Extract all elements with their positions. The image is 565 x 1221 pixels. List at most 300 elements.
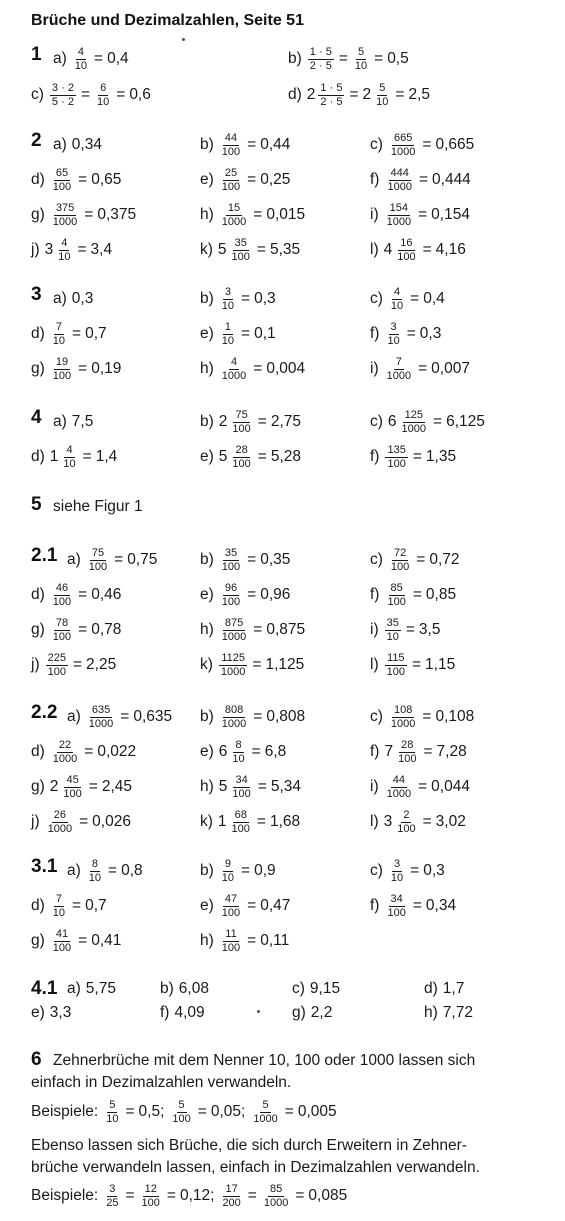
equals-sign: = <box>125 1187 135 1204</box>
equals-sign: = <box>418 206 428 223</box>
fraction <box>220 168 242 193</box>
decimal-result: 0,34 <box>425 897 457 914</box>
decimal-result: 5,34 <box>270 778 302 795</box>
fraction <box>389 287 405 312</box>
answer-item <box>424 998 473 1028</box>
numerator: 34 <box>390 892 403 905</box>
separator: ; <box>160 1103 165 1120</box>
equals-sign: = <box>256 813 266 830</box>
equals-sign: = <box>406 325 416 342</box>
fraction <box>385 894 407 919</box>
decimal-result: 0,9 <box>254 862 276 879</box>
answer-item <box>31 926 121 956</box>
decimal-result: 1,4 <box>95 448 118 465</box>
examples-row <box>31 1097 337 1127</box>
fraction <box>140 1184 162 1209</box>
numerator: 22 <box>58 738 72 751</box>
answer-item <box>31 737 136 767</box>
item-label: f) <box>370 743 380 760</box>
item-label: g) <box>31 360 45 377</box>
numerator: 1 · 5 <box>320 81 343 94</box>
answer-item <box>200 891 290 921</box>
decimal-result: 3,3 <box>49 1004 72 1021</box>
denominator: 10 <box>387 334 400 347</box>
answer-item <box>200 702 305 732</box>
fraction <box>87 548 109 573</box>
equals-sign: = <box>78 360 88 377</box>
fraction <box>230 810 252 835</box>
item-label: c) <box>370 413 383 430</box>
item-label: b) <box>200 862 214 879</box>
denominator: 10 <box>74 59 88 72</box>
decimal-result: 0,3 <box>423 862 445 879</box>
section-number: 4.1 <box>31 978 58 999</box>
decimal-result: 5,75 <box>85 980 116 997</box>
item-label: e) <box>200 171 214 188</box>
denominator: 1000 <box>386 215 412 228</box>
answer-item <box>31 615 121 645</box>
denominator: 1000 <box>390 717 416 730</box>
item-label: c) <box>370 290 383 307</box>
item-label: e) <box>200 586 214 603</box>
whole-number: 5 <box>218 778 228 795</box>
item-label: f) <box>370 325 380 342</box>
section-6-line: Ebenso lassen sich Brüche, die sich durch Erweitern in Zehner- <box>31 1137 467 1154</box>
numerator: 34 <box>235 773 248 786</box>
fraction <box>104 1100 120 1125</box>
numerator: 1125 <box>221 651 245 664</box>
numerator: 17 <box>225 1182 238 1195</box>
decimal-result: 4,16 <box>435 241 466 258</box>
denominator: 100 <box>52 630 72 643</box>
equals-sign: = <box>79 813 89 830</box>
fraction <box>230 775 252 800</box>
equals-sign: = <box>247 932 257 949</box>
decimal-result: 0,007 <box>431 360 470 377</box>
numerator: 444 <box>390 166 409 179</box>
decimal-result: 0,022 <box>97 743 137 760</box>
whole-number: 6 <box>218 743 228 760</box>
item-label: a) <box>53 136 67 153</box>
answer-item <box>200 235 300 265</box>
fraction <box>230 410 252 435</box>
numerator: 65 <box>55 166 69 179</box>
fraction <box>385 445 407 470</box>
answer-item <box>200 650 304 680</box>
decimal-result: 1,15 <box>425 656 456 673</box>
decimal-result: 5,28 <box>270 448 302 465</box>
section-6-line: brüche verwandeln lassen, einfach in Dezimalzahlen verwandeln. <box>31 1159 480 1176</box>
equals-sign: = <box>405 621 415 638</box>
item-label: b) <box>200 708 214 725</box>
decimal-result: 2,75 <box>270 413 302 430</box>
decimal-result: 0,635 <box>133 708 173 725</box>
equals-sign: = <box>257 778 267 795</box>
denominator: 10 <box>376 95 389 108</box>
fraction <box>251 1100 279 1125</box>
decimal-result: 6,08 <box>178 980 209 997</box>
answer-item <box>370 772 470 802</box>
fraction <box>385 583 407 608</box>
denominator: 10 <box>106 1112 119 1125</box>
answer-item <box>67 856 143 886</box>
equals-sign: = <box>247 551 257 568</box>
numerator: 3 · 2 <box>51 81 74 94</box>
decimal-result: 0,35 <box>260 551 291 568</box>
answer-item <box>288 44 409 74</box>
decimal-result: 0,12 <box>179 1187 211 1204</box>
section-number: 2.2 <box>31 702 58 723</box>
denominator: 10 <box>221 334 235 347</box>
equals-sign: = <box>284 1103 294 1120</box>
decimal-result: 0,46 <box>91 586 122 603</box>
decimal-result: 0,96 <box>260 586 291 603</box>
numerator: 85 <box>269 1182 283 1195</box>
numerator: 225 <box>47 651 66 664</box>
item-label: a) <box>67 862 81 879</box>
scan-speck <box>182 38 185 41</box>
answer-item <box>370 442 456 472</box>
answer-item <box>200 737 286 767</box>
item-label: l) <box>370 241 379 258</box>
denominator: 1000 <box>47 822 73 835</box>
item-label: d) <box>31 448 45 465</box>
item-label: a) <box>67 551 81 568</box>
numerator: 16 <box>400 236 413 249</box>
fraction <box>61 445 77 470</box>
answer-item <box>67 702 172 732</box>
equals-sign: = <box>108 862 118 879</box>
equals-sign: = <box>253 621 263 638</box>
numerator: 5 <box>357 45 365 58</box>
decimal-result: 0,4 <box>107 50 129 67</box>
denominator: 100 <box>221 180 241 193</box>
item-label: d) <box>424 980 438 997</box>
numerator: 135 <box>387 443 406 456</box>
section-number: 4 <box>31 407 42 428</box>
fraction <box>220 548 242 573</box>
decimal-result: 1,35 <box>425 448 457 465</box>
numerator: 28 <box>401 738 414 751</box>
item-label: b) <box>288 50 302 67</box>
decimal-result: 0,7 <box>85 325 107 342</box>
equals-sign: = <box>78 932 88 949</box>
decimal-result: 0,154 <box>431 206 470 223</box>
answer-item <box>370 165 471 195</box>
denominator: 100 <box>232 457 251 470</box>
decimal-result: 7,5 <box>71 413 94 430</box>
decimal-result: 6,125 <box>446 413 485 430</box>
equals-sign: = <box>412 448 422 465</box>
denominator: 1000 <box>390 145 416 158</box>
fraction <box>230 445 252 470</box>
decimal-result: 0,5 <box>138 1103 161 1120</box>
equals-sign: = <box>433 413 443 430</box>
answer-item <box>370 284 445 314</box>
equals-sign: = <box>253 206 263 223</box>
decimal-result: 0,75 <box>127 551 158 568</box>
numerator: 78 <box>55 616 69 629</box>
answer-item <box>200 200 305 230</box>
item-label: j) <box>31 813 40 830</box>
numerator: 44 <box>392 773 405 786</box>
denominator: 1000 <box>52 752 78 765</box>
denominator: 10 <box>63 457 76 470</box>
answer-item <box>200 580 290 610</box>
section-5-text: siehe Figur 1 <box>53 498 143 515</box>
denominator: 100 <box>221 595 241 608</box>
equals-sign: = <box>411 656 422 673</box>
decimal-result: 0,108 <box>435 708 475 725</box>
fraction <box>87 705 115 730</box>
numerator: 7 <box>395 355 402 368</box>
section-6-line: Zehnerbrüche mit dem Nenner 10, 100 oder 1000 lassen sich <box>53 1052 476 1069</box>
equals-sign: = <box>422 136 432 153</box>
numerator: 68 <box>234 808 247 821</box>
fraction <box>51 583 73 608</box>
decimal-result: 5,35 <box>269 241 301 258</box>
equals-sign: = <box>257 413 267 430</box>
decimal-result: 4,09 <box>174 1004 205 1021</box>
numerator: 5 <box>178 1098 185 1111</box>
fraction <box>220 894 242 919</box>
denominator: 10 <box>386 630 399 643</box>
equals-sign: = <box>422 708 432 725</box>
item-label: h) <box>200 621 214 638</box>
denominator: 10 <box>221 299 235 312</box>
numerator: 4 <box>66 443 73 456</box>
fraction <box>61 775 83 800</box>
item-label: c) <box>292 980 305 997</box>
decimal-result: 1,68 <box>269 813 301 830</box>
equals-sign: = <box>412 897 422 914</box>
denominator: 10 <box>52 334 66 347</box>
answer-item <box>31 891 107 921</box>
answer-item <box>370 200 470 230</box>
examples-row <box>31 1181 347 1211</box>
numerator: 4 <box>230 355 238 368</box>
decimal-result: 0,875 <box>266 621 306 638</box>
denominator: 10 <box>88 871 102 884</box>
numerator: 154 <box>389 201 409 214</box>
denominator: 100 <box>397 250 416 263</box>
fraction <box>230 238 252 263</box>
decimal-result: 0,3 <box>71 290 94 307</box>
numerator: 7 <box>55 320 62 333</box>
answer-item <box>200 165 290 195</box>
denominator: 100 <box>231 822 250 835</box>
decimal-result: 0,8 <box>121 862 143 879</box>
answer-item <box>31 165 121 195</box>
equals-sign: = <box>412 586 422 603</box>
equals-sign: = <box>247 897 257 914</box>
numerator: 15 <box>227 201 241 214</box>
denominator: 100 <box>390 560 410 573</box>
item-label: e) <box>200 743 214 760</box>
decimal-result: 0,44 <box>260 136 291 153</box>
answer-item <box>200 319 276 349</box>
numerator: 8 <box>91 857 98 870</box>
answer-item <box>370 807 466 837</box>
answer-item <box>53 407 93 437</box>
equals-sign: = <box>77 241 87 258</box>
denominator: 1000 <box>52 215 78 228</box>
equals-sign: = <box>395 86 405 103</box>
equals-sign: = <box>78 586 88 603</box>
answer-item <box>200 772 301 802</box>
item-label: b) <box>200 551 214 568</box>
numerator: 665 <box>393 131 413 144</box>
equals-sign: = <box>422 813 432 830</box>
answer-item <box>31 200 136 230</box>
answer-item <box>200 284 276 314</box>
answer-item <box>53 284 93 314</box>
whole-number: 2 <box>362 86 372 103</box>
equals-sign: = <box>410 290 420 307</box>
denominator: 100 <box>63 787 82 800</box>
item-label: d) <box>31 325 45 342</box>
item-label: d) <box>31 897 45 914</box>
fraction <box>389 548 411 573</box>
answer-item <box>31 319 107 349</box>
answer-item <box>370 856 445 886</box>
decimal-result: 0,015 <box>266 206 306 223</box>
section-number: 1 <box>31 44 42 65</box>
fraction <box>219 653 247 678</box>
fraction <box>220 357 248 382</box>
numerator: 375 <box>55 201 75 214</box>
equals-sign: = <box>253 708 263 725</box>
equals-sign: = <box>116 86 126 103</box>
equals-sign: = <box>82 448 92 465</box>
numerator: 41 <box>55 927 69 940</box>
item-label: h) <box>200 932 214 949</box>
numerator: 3 <box>224 285 231 298</box>
item-label: c) <box>31 86 44 103</box>
numerator: 635 <box>91 703 111 716</box>
section-number: 5 <box>31 494 42 515</box>
whole-number: 1 <box>49 448 59 465</box>
decimal-result: 0,6 <box>129 86 151 103</box>
numerator: 875 <box>224 616 244 629</box>
fraction <box>87 859 103 884</box>
denominator: 100 <box>52 941 72 954</box>
equals-sign: = <box>125 1103 135 1120</box>
equals-sign: = <box>114 551 124 568</box>
numerator: 12 <box>144 1182 157 1195</box>
answer-item <box>370 407 485 437</box>
equals-sign: = <box>84 743 94 760</box>
denominator: 100 <box>221 906 241 919</box>
fraction <box>220 133 242 158</box>
item-label: i) <box>370 360 379 377</box>
equals-sign: = <box>120 708 130 725</box>
item-label: e) <box>200 448 214 465</box>
decimal-result: 0,026 <box>92 813 131 830</box>
section-number: 6 <box>31 1049 42 1070</box>
section-number: 2.1 <box>31 545 58 566</box>
numerator: 72 <box>393 546 407 559</box>
answer-item <box>67 974 116 1004</box>
numerator: 5 <box>109 1098 116 1111</box>
answer-item <box>200 856 276 886</box>
answer-item <box>370 545 460 575</box>
denominator: 1000 <box>88 717 114 730</box>
numerator: 75 <box>91 546 105 559</box>
fraction <box>396 740 418 765</box>
fraction <box>385 168 413 193</box>
answer-item <box>370 235 466 265</box>
item-label: l) <box>370 813 379 830</box>
numerator: 8 <box>235 738 242 751</box>
whole-number: 2 <box>306 86 316 103</box>
denominator: 100 <box>386 665 405 678</box>
answer-item <box>53 44 129 74</box>
page-title: Brüche und Dezimalzahlen, Seite 51 <box>31 12 304 29</box>
equals-sign: = <box>84 206 94 223</box>
fraction <box>389 133 417 158</box>
numerator: 35 <box>234 236 247 249</box>
item-label: d) <box>288 86 302 103</box>
answer-item <box>200 442 301 472</box>
decimal-result: 7,28 <box>436 743 467 760</box>
item-label: h) <box>200 360 214 377</box>
equals-sign: = <box>247 136 257 153</box>
numerator: 5 <box>379 81 386 94</box>
equals-sign: = <box>78 171 88 188</box>
answer-item <box>370 319 441 349</box>
fraction <box>56 238 72 263</box>
answer-item <box>31 442 117 472</box>
numerator: 9 <box>224 857 231 870</box>
decimal-result: 0,808 <box>266 708 306 725</box>
item-label: a) <box>53 413 67 430</box>
denominator: 1000 <box>221 630 247 643</box>
equals-sign: = <box>418 778 428 795</box>
fraction <box>220 322 236 347</box>
decimal-result: 0,3 <box>254 290 276 307</box>
whole-number: 3 <box>383 813 393 830</box>
denominator: 10 <box>97 95 110 108</box>
answer-item <box>200 926 289 956</box>
item-label: k) <box>200 241 213 258</box>
fraction <box>51 618 73 643</box>
fraction <box>220 287 236 312</box>
decimal-result: 0,005 <box>297 1103 337 1120</box>
denominator: 10 <box>221 871 235 884</box>
equals-sign: = <box>374 50 384 67</box>
denominator: 100 <box>387 595 406 608</box>
numerator: 1 · 5 <box>309 45 332 58</box>
numerator: 85 <box>390 581 403 594</box>
denominator: 100 <box>52 180 72 193</box>
examples-label: Beispiele: <box>31 1187 99 1204</box>
item-label: f) <box>160 1004 170 1021</box>
denominator: 1000 <box>263 1196 289 1209</box>
equals-sign: = <box>72 897 82 914</box>
section-number: 3 <box>31 284 42 305</box>
decimal-result: 0,444 <box>432 171 471 188</box>
item-label: i) <box>370 621 379 638</box>
item-label: l) <box>370 656 379 673</box>
section-6-line: einfach in Dezimalzahlen verwandeln. <box>31 1074 292 1091</box>
denominator: 1000 <box>253 1112 278 1125</box>
answer-item <box>200 407 301 437</box>
examples-label: Beispiele: <box>31 1103 99 1120</box>
denominator: 1000 <box>220 665 246 678</box>
fraction <box>73 47 89 72</box>
fraction <box>51 357 73 382</box>
